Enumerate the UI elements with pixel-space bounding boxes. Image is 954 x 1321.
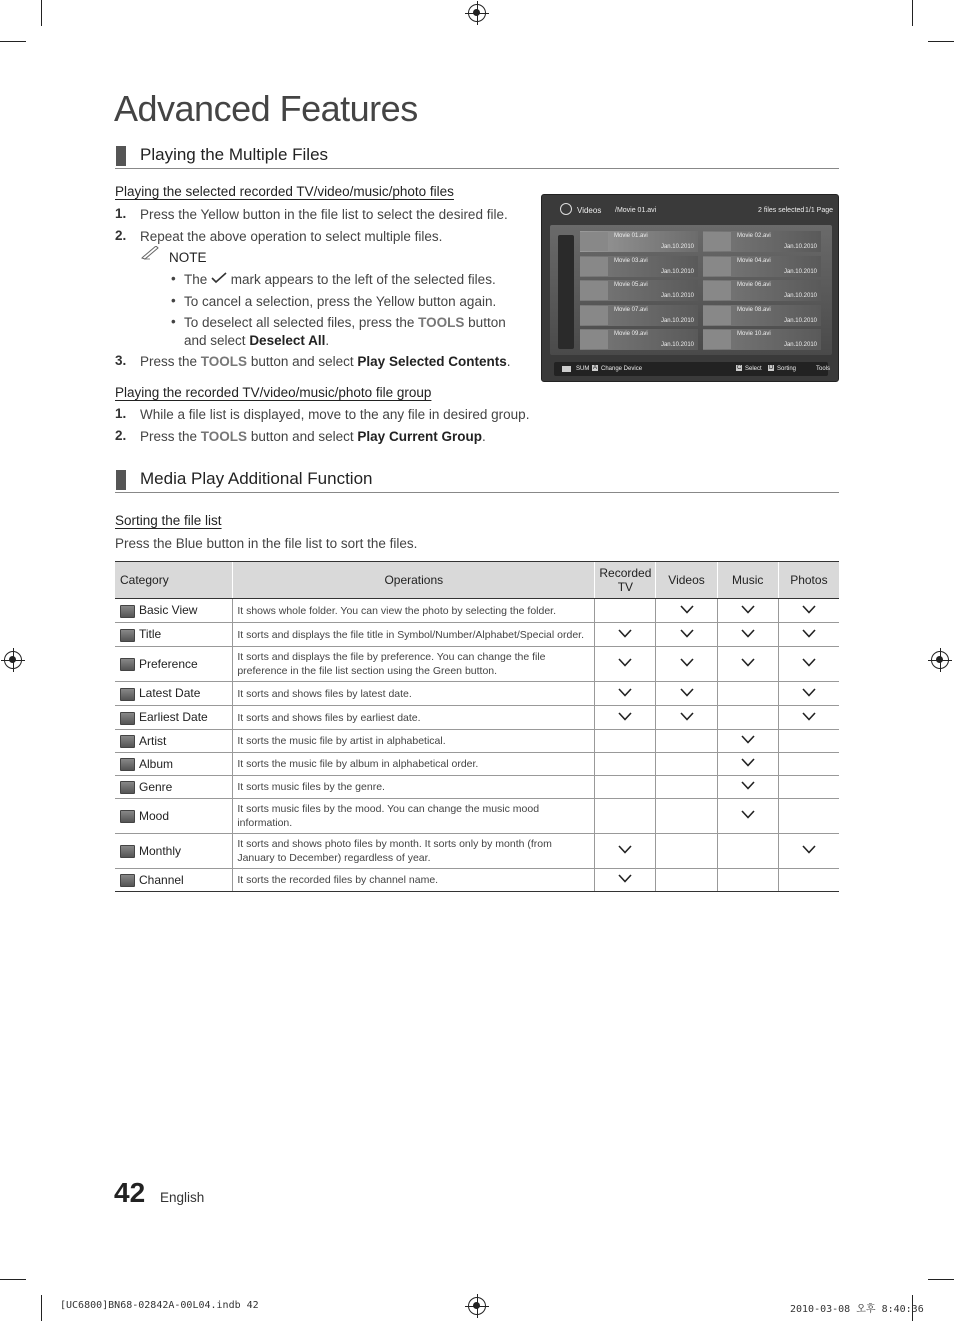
- footer-timestamp: 2010-03-08 오후 8:40:36: [790, 1304, 924, 1315]
- step-number: 1.: [115, 406, 127, 421]
- file-date: Jan.10.2010: [660, 342, 694, 348]
- chevron-check-icon: [802, 605, 816, 617]
- section-heading: Playing the Multiple Files: [140, 145, 329, 164]
- support-cell: [656, 599, 717, 623]
- category-cell: [115, 834, 233, 869]
- header-operations: Operations: [233, 562, 595, 599]
- support-cell: [595, 599, 656, 623]
- chevron-check-icon: [618, 629, 632, 641]
- note-label: NOTE: [169, 250, 207, 265]
- operation-cell: It shows whole folder. You can view the photo by selecting the folder.: [233, 599, 595, 623]
- bullet-text: To cancel a selection, press the Yellow button again.: [184, 294, 497, 309]
- category-cell: [115, 623, 233, 647]
- screenshot-selection-count: 2 files selected: [758, 207, 805, 214]
- file-date: Jan.10.2010: [783, 317, 817, 324]
- video-thumbnail-icon: [580, 281, 608, 300]
- file-date: Jan.10.2010: [783, 244, 817, 250]
- chevron-check-icon: [741, 658, 755, 670]
- file-item[interactable]: [580, 329, 698, 350]
- bullet-dot: •: [171, 314, 176, 329]
- table-header-row: [115, 562, 839, 599]
- file-date: Jan.10.2010: [660, 317, 694, 324]
- category-icon: [120, 605, 135, 618]
- table-row: [115, 647, 839, 682]
- support-cell: [717, 706, 778, 730]
- support-cell: [778, 776, 839, 799]
- chevron-check-icon: [680, 658, 694, 670]
- category-cell: [115, 706, 233, 730]
- chevron-check-icon: [680, 688, 694, 700]
- table-row: [115, 599, 839, 623]
- support-cell: [717, 799, 778, 834]
- category-cell: [115, 869, 233, 892]
- support-cell: [778, 623, 839, 647]
- support-cell: [778, 834, 839, 869]
- file-item[interactable]: [703, 280, 821, 301]
- step-text: Repeat the above operation to select multiple files.: [140, 229, 443, 244]
- category-icon: [120, 629, 135, 642]
- category-cell: [115, 776, 233, 799]
- chevron-check-icon: [680, 712, 694, 724]
- support-cell: [778, 799, 839, 834]
- category-label: Album: [139, 756, 174, 771]
- file-date: Jan.10.2010: [660, 244, 694, 250]
- subsection-heading: Playing the selected recorded TV/video/music/photo files: [115, 184, 454, 199]
- chevron-check-icon: [741, 629, 755, 641]
- intro-text: Press the Blue button in the file list to sort the files.: [115, 536, 418, 551]
- registration-mark-icon: [931, 651, 949, 669]
- section-marker: [116, 146, 126, 166]
- support-cell: [778, 753, 839, 776]
- support-cell: [656, 753, 717, 776]
- chevron-check-icon: [618, 658, 632, 670]
- header-category: Category: [115, 562, 233, 599]
- file-item[interactable]: [703, 256, 821, 277]
- video-thumbnail-icon: [703, 232, 731, 251]
- support-cell: [656, 799, 717, 834]
- category-label: Preference: [139, 656, 198, 671]
- footer-file-info: [UC6800]BN68-02842A-00L04.indb 42: [60, 1300, 259, 1311]
- category-icon: [120, 735, 135, 748]
- tv-screenshot: [541, 194, 839, 382]
- category-label: Earliest Date: [139, 710, 208, 725]
- video-thumbnail-icon: [580, 330, 608, 349]
- category-label: Mood: [139, 808, 170, 823]
- support-cell: [717, 776, 778, 799]
- step-number: 1.: [115, 206, 127, 221]
- video-thumbnail-icon: [703, 330, 731, 349]
- step-text: Press the Yellow button in the file list to select the desired file.: [140, 207, 508, 222]
- section-marker: [116, 470, 126, 490]
- header-videos: Videos: [656, 562, 717, 599]
- subsection-heading: Sorting the file list: [115, 513, 222, 528]
- support-cell: [595, 776, 656, 799]
- screenshot-footer: SUM A Change Device C Select D Sorting Tools: [554, 362, 828, 376]
- chevron-check-icon: [618, 712, 632, 724]
- chevron-check-icon: [741, 735, 755, 747]
- header-photos: Photos: [778, 562, 839, 599]
- check-mark-icon: [211, 271, 227, 289]
- file-date: Jan.10.2010: [660, 268, 694, 275]
- support-cell: [717, 647, 778, 682]
- step-number: 2.: [115, 428, 127, 443]
- section-rule: [115, 168, 839, 169]
- note-icon: [141, 246, 161, 265]
- support-cell: [778, 730, 839, 753]
- file-date: Jan.10.2010: [783, 293, 817, 299]
- chevron-check-icon: [680, 605, 694, 617]
- table-row: [115, 706, 839, 730]
- crop-mark: [912, 0, 913, 26]
- video-thumbnail-icon: [580, 306, 608, 325]
- registration-mark-icon: [4, 651, 22, 669]
- video-thumbnail-icon: [703, 257, 731, 276]
- category-cell: [115, 647, 233, 682]
- table-row: [115, 753, 839, 776]
- support-cell: [595, 682, 656, 706]
- step-text: Press the TOOLS button and select Play Selected Contents.: [140, 354, 511, 369]
- operation-cell: It sorts and displays the file by preference. You can change the file preference in the file list section using the Green button.: [233, 647, 595, 682]
- chevron-check-icon: [680, 629, 694, 641]
- crop-mark: [0, 1279, 26, 1280]
- subsection-heading: Playing the recorded TV/video/music/photo file group: [115, 385, 432, 400]
- chevron-check-icon: [802, 658, 816, 670]
- category-label: Channel: [139, 872, 184, 887]
- support-cell: [656, 682, 717, 706]
- category-icon: [120, 810, 135, 823]
- file-name: Movie 10.avi: [737, 331, 771, 337]
- table-row: [115, 730, 839, 753]
- file-item[interactable]: [703, 305, 821, 326]
- support-cell: [595, 623, 656, 647]
- table-row: [115, 682, 839, 706]
- category-cell: [115, 799, 233, 834]
- category-icon: [120, 658, 135, 671]
- bullet-text: To deselect all selected files, press the TOOLS button and select Deselect All.: [184, 315, 506, 348]
- category-label: Monthly: [139, 843, 182, 858]
- file-item[interactable]: [703, 231, 821, 252]
- crop-mark: [928, 1279, 954, 1280]
- header-music: Music: [717, 562, 778, 599]
- screenshot-path: /Movie 01.avi: [615, 207, 657, 214]
- file-item[interactable]: [580, 231, 698, 252]
- page-title: Advanced Features: [114, 88, 418, 129]
- support-cell: [656, 647, 717, 682]
- category-label: Artist: [139, 733, 167, 748]
- support-cell: [595, 834, 656, 869]
- file-name: Movie 02.avi: [737, 233, 771, 239]
- video-thumbnail-icon: [703, 306, 731, 325]
- chevron-check-icon: [741, 605, 755, 617]
- support-cell: [717, 623, 778, 647]
- operation-cell: It sorts the music file by artist in alphabetical.: [233, 730, 595, 753]
- file-item[interactable]: [703, 329, 821, 350]
- step-number: 2.: [115, 228, 127, 243]
- support-cell: [595, 706, 656, 730]
- chevron-check-icon: [741, 810, 755, 822]
- file-date: Jan.10.2010: [660, 293, 694, 299]
- file-item[interactable]: [580, 305, 698, 326]
- chevron-check-icon: [618, 845, 632, 857]
- page-language: English: [160, 1190, 205, 1205]
- category-label: Basic View: [139, 603, 198, 618]
- sort-sidebar: [558, 235, 574, 349]
- category-cell: [115, 730, 233, 753]
- support-cell: [717, 834, 778, 869]
- sum-icon: [562, 366, 571, 372]
- operation-cell: It sorts and displays the file title in Symbol/Number/Alphabet/Special order.: [233, 623, 595, 647]
- operation-cell: It sorts and shows photo files by month. It sorts only by month (from January to December) regardless of year.: [233, 834, 595, 869]
- chevron-check-icon: [741, 758, 755, 770]
- crop-mark: [0, 41, 26, 42]
- operation-cell: It sorts the music file by album in alphabetical order.: [233, 753, 595, 776]
- category-cell: [115, 682, 233, 706]
- support-cell: [778, 869, 839, 892]
- support-cell: [595, 799, 656, 834]
- operation-cell: It sorts music files by the genre.: [233, 776, 595, 799]
- category-icon: [120, 688, 135, 701]
- category-icon: [120, 874, 135, 887]
- step-text: Press the TOOLS button and select Play Current Group.: [140, 429, 486, 444]
- file-item[interactable]: [580, 256, 698, 277]
- support-cell: [656, 730, 717, 753]
- section-rule: [115, 492, 839, 493]
- step-text: While a file list is displayed, move to the any file in desired group.: [140, 407, 530, 422]
- category-cell: [115, 599, 233, 623]
- step-number: 3.: [115, 353, 127, 368]
- support-cell: [656, 623, 717, 647]
- file-date: Jan.10.2010: [783, 268, 817, 275]
- file-name: Movie 03.avi: [614, 257, 648, 264]
- file-name: Movie 08.avi: [737, 306, 771, 313]
- video-thumbnail-icon: [703, 281, 731, 300]
- videos-icon: [560, 203, 572, 215]
- operation-cell: It sorts and shows files by earliest date.: [233, 706, 595, 730]
- support-cell: [717, 869, 778, 892]
- file-name: Movie 04.avi: [737, 257, 771, 264]
- table-row: [115, 799, 839, 834]
- screenshot-app-title: Videos: [577, 206, 602, 215]
- table-row: [115, 776, 839, 799]
- screenshot-page: 1/1 Page: [805, 207, 834, 214]
- table-row: [115, 623, 839, 647]
- support-cell: [595, 753, 656, 776]
- operation-cell: It sorts the recorded files by channel name.: [233, 869, 595, 892]
- table-row: [115, 869, 839, 892]
- support-cell: [595, 647, 656, 682]
- file-name: Movie 07.avi: [614, 306, 648, 313]
- support-cell: [717, 599, 778, 623]
- support-cell: [656, 834, 717, 869]
- sort-options-table: [115, 561, 839, 892]
- section-heading: Media Play Additional Function: [140, 469, 373, 488]
- file-name: Movie 05.avi: [614, 282, 648, 288]
- chevron-check-icon: [802, 688, 816, 700]
- support-cell: [717, 753, 778, 776]
- category-label: Genre: [139, 779, 173, 794]
- support-cell: [656, 706, 717, 730]
- table-row: [115, 834, 839, 869]
- file-name: Movie 06.avi: [737, 282, 771, 288]
- support-cell: [778, 647, 839, 682]
- bullet-dot: •: [171, 293, 176, 308]
- file-name: Movie 01.avi: [614, 233, 648, 239]
- support-cell: [717, 682, 778, 706]
- category-cell: [115, 753, 233, 776]
- chevron-check-icon: [802, 845, 816, 857]
- support-cell: [778, 706, 839, 730]
- chevron-check-icon: [618, 874, 632, 886]
- crop-mark: [928, 41, 954, 42]
- video-thumbnail-icon: [580, 257, 608, 276]
- file-list-panel: [550, 225, 832, 355]
- support-cell: [595, 869, 656, 892]
- support-cell: [595, 730, 656, 753]
- file-date: Jan.10.2010: [783, 342, 817, 348]
- registration-mark-icon: [468, 4, 486, 22]
- registration-mark-icon: [468, 1297, 486, 1315]
- chevron-check-icon: [802, 712, 816, 724]
- crop-mark: [41, 1295, 42, 1321]
- category-icon: [120, 845, 135, 858]
- file-name: Movie 09.avi: [614, 331, 648, 337]
- support-cell: [656, 776, 717, 799]
- screenshot-header: [542, 195, 838, 223]
- category-icon: [120, 781, 135, 794]
- category-icon: [120, 758, 135, 771]
- support-cell: [656, 869, 717, 892]
- page-number: 42: [114, 1177, 146, 1208]
- category-label: Title: [139, 627, 162, 642]
- header-recorded-tv: Recorded TV: [595, 562, 656, 599]
- chevron-check-icon: [802, 629, 816, 641]
- bullet-text: The mark appears to the left of the selected files.: [184, 271, 496, 289]
- chevron-check-icon: [618, 688, 632, 700]
- support-cell: [778, 682, 839, 706]
- file-item[interactable]: [580, 280, 698, 301]
- operation-cell: It sorts and shows files by latest date.: [233, 682, 595, 706]
- support-cell: [717, 730, 778, 753]
- video-thumbnail-icon: [580, 232, 608, 251]
- bullet-dot: •: [171, 271, 176, 286]
- category-label: Latest Date: [139, 686, 201, 701]
- support-cell: [778, 599, 839, 623]
- crop-mark: [41, 0, 42, 26]
- chevron-check-icon: [741, 781, 755, 793]
- operation-cell: It sorts music files by the mood. You can change the music mood information.: [233, 799, 595, 834]
- category-icon: [120, 712, 135, 725]
